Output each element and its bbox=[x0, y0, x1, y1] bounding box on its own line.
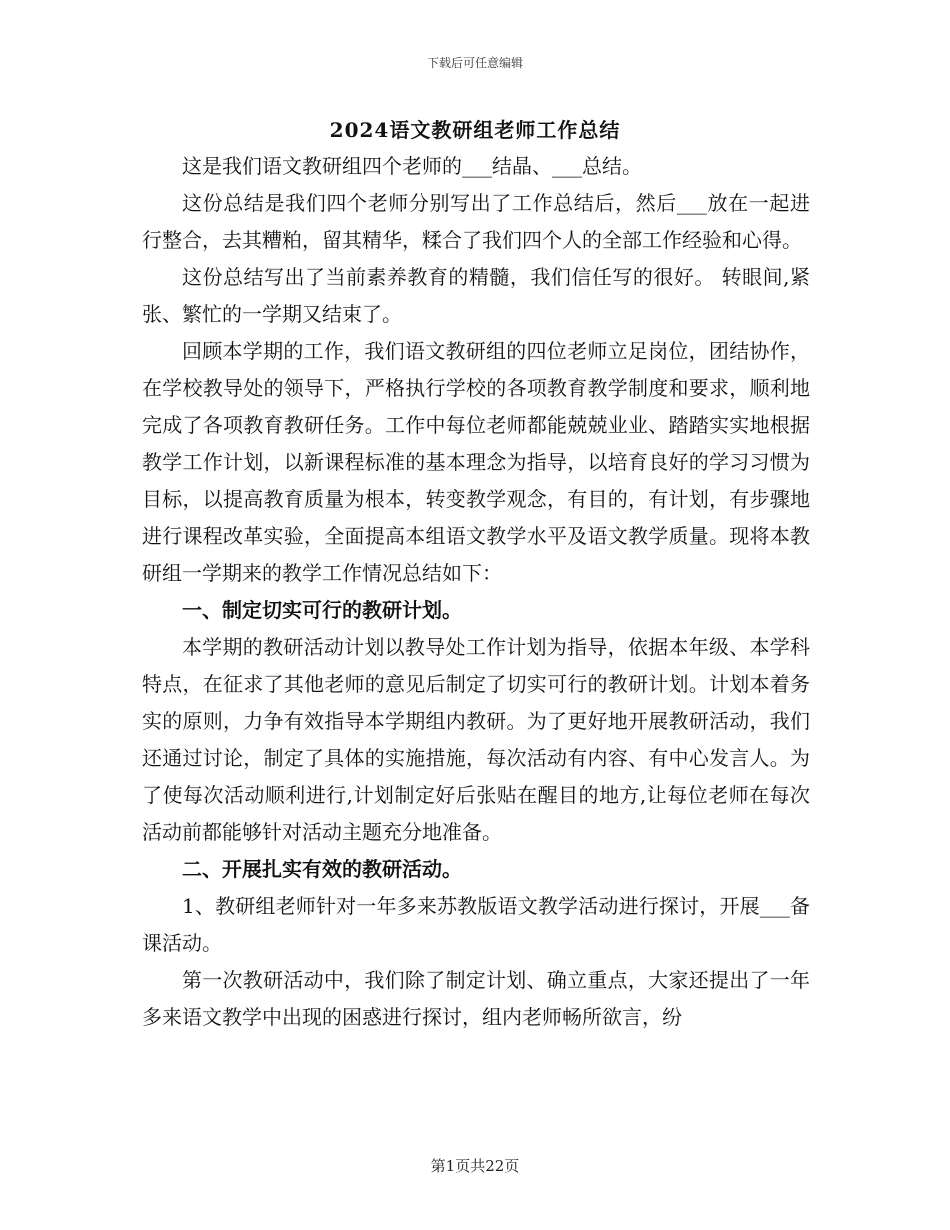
section-heading-2: 二、开展扎实有效的教研活动。 bbox=[182, 857, 462, 881]
document-title: 2024语文教研组老师工作总结 bbox=[329, 118, 621, 142]
section-heading-1: 一、制定切实可行的教研计划。 bbox=[182, 598, 462, 622]
document-body bbox=[142, 148, 810, 1036]
paragraph-5: 本学期的教研活动计划以教导处工作计划为指导，依据本年级、本学科特点，在征求了其他老师的意见后制定了切实可行的教研计划。计划本着务实的原则，力争有效指导本学期组内教研。为了更好地开展教研活动，我们还通过讨论，制定了具体的实施措施，每次活动有内容、有中心发言人。为了使每次活动顺利进行,计划制定好后张贴在醒目的地方,让每位老师在每次活动前都能够针对活动主题充分地准备。 bbox=[142, 635, 810, 844]
paragraph-7: 第一次教研活动中，我们除了制定计划、确立重点，大家还提出了一年多来语文教学中出现的困惑进行探讨，组内老师畅所欲言，纷 bbox=[142, 968, 810, 1029]
paragraph-4: 回顾本学期的工作，我们语文教研组的四位老师立足岗位，团结协作，在学校教导处的领导下，严格执行学校的各项教育教学制度和要求，顺利地完成了各项教育教研任务。工作中每位老师都能兢兢业业、踏踏实实地根据教学工作计划，以新课程标准的基本理念为指导，以培育良好的学习习惯为目标，以提高教育质量为根本，转变教学观念，有目的，有计划，有步骤地进行课程改革实验，全面提高本组语文教学水平及语文教学质量。现将本教研组一学期来的教学工作情况总结如下： bbox=[142, 339, 810, 585]
page-footer: 第1页共22页 bbox=[430, 1157, 520, 1175]
paragraph-6: 1、教研组老师针对一年多来苏教版语文教学活动进行探讨，开展___备课活动。 bbox=[142, 894, 810, 955]
paragraph-1: 这是我们语文教研组四个老师的___结晶、___总结。 bbox=[182, 154, 642, 178]
paragraph-2: 这份总结是我们四个老师分别写出了工作总结后，然后___放在一起进行整合，去其糟粕，留其精华，糅合了我们四个人的全部工作经验和心得。 bbox=[142, 191, 810, 252]
paragraph-3: 这份总结写出了当前素养教育的精髓，我们信任写的很好。 转眼间,紧张、繁忙的一学期又结束了。 bbox=[142, 265, 810, 326]
header-note: 下载后可任意编辑 bbox=[426, 56, 523, 70]
